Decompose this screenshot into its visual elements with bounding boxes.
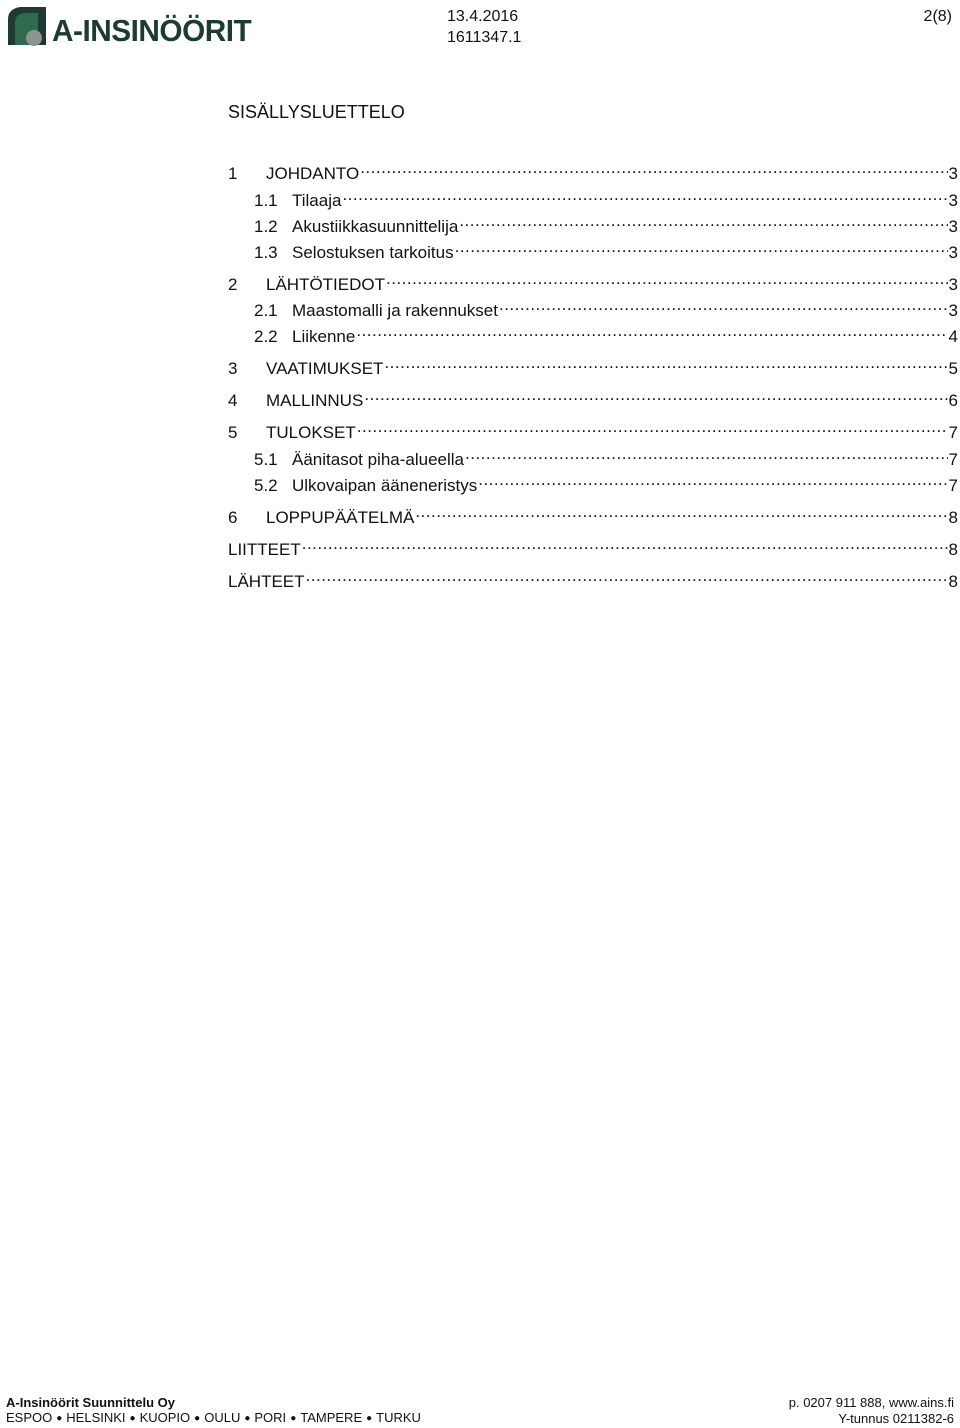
toc-entry[interactable] [228,533,958,559]
toc-entry-title: Äänitasot piha-alueella [292,450,465,469]
toc-entry-title: LOPPUPÄÄTELMÄ [266,508,415,527]
toc-entry-title: Maastomalli ja rakennukset [292,301,498,320]
toc-entry-page: 8 [948,508,958,527]
toc-entry-title: JOHDANTO [266,164,360,183]
toc-entry-page: 3 [948,191,958,210]
toc-dot-leader [342,184,947,206]
toc-entry[interactable] [228,294,958,320]
footer-city: TAMPERE [300,1410,363,1425]
toc-dot-leader [306,565,948,587]
toc-entry-number: 1 [228,164,238,183]
toc-dot-leader [415,501,947,523]
bullet-separator-icon: ● [366,1413,373,1424]
toc-dot-leader [302,533,948,555]
footer-city: OULU [204,1410,241,1425]
toc-entry-number: 3 [228,359,238,378]
footer-contact: p. 0207 911 888, www.ains.fi [788,1395,954,1410]
footer-company: A-Insinöörit Suunnittelu Oy [6,1395,175,1410]
footer-city: ESPOO [6,1410,53,1425]
footer-city: KUOPIO [139,1410,191,1425]
toc-entry-page: 5 [948,359,958,378]
toc-entry[interactable] [228,157,958,183]
toc-dot-leader [459,210,947,232]
toc-entry-number: 2.1 [254,301,278,320]
logo-wordmark: A-INSINÖÖRIT [52,12,252,48]
toc-dot-leader [455,236,948,258]
bullet-separator-icon: ● [129,1413,136,1424]
toc-entry-title: LÄHTÖTIEDOT [266,275,386,294]
toc-entry-number: 1.1 [254,191,278,210]
toc-entry[interactable] [228,501,958,527]
toc-entry-title: MALLINNUS [266,391,364,410]
toc-dot-leader [478,469,947,491]
toc-entry-title: LÄHTEET [228,572,305,591]
footer-cities [6,1410,421,1427]
toc-entry-number: 1.2 [254,217,278,236]
toc-entry-number: 4 [228,391,238,410]
toc-entry-number: 2.2 [254,327,278,346]
toc-entry[interactable] [228,268,958,294]
toc-entry-title: VAATIMUKSET [266,359,384,378]
toc-dot-leader [357,416,948,438]
toc-entry-page: 7 [948,450,958,469]
toc-entry[interactable] [228,416,958,442]
toc-entry-page: 3 [948,275,958,294]
toc-entry[interactable] [228,443,958,469]
toc-entry[interactable] [228,184,958,210]
toc-heading: SISÄLLYSLUETTELO [228,102,405,122]
toc-dot-leader [356,320,947,342]
toc-entry-title: LIITTEET [228,540,301,559]
toc-entry-page: 3 [948,301,958,320]
toc-dot-leader [465,443,948,465]
toc-entry[interactable] [228,384,958,410]
toc-dot-leader [384,352,947,374]
toc-entry-page: 8 [948,572,958,591]
toc-entry-number: 2 [228,275,238,294]
bullet-separator-icon: ● [194,1413,201,1424]
toc-entry-number: 1.3 [254,243,278,262]
toc-entry[interactable] [228,565,958,591]
toc-entry-title: Ulkovaipan ääneneristys [292,476,478,495]
bullet-separator-icon: ● [244,1413,251,1424]
toc-entry-page: 3 [948,217,958,236]
toc-entry-title: Selostuksen tarkoitus [292,243,454,262]
toc-entry-title: Akustiikkasuunnittelija [292,217,459,236]
toc-entry-page: 6 [948,391,958,410]
toc-entry[interactable] [228,352,958,378]
toc-entry[interactable] [228,236,958,262]
footer-city: HELSINKI [66,1410,126,1425]
footer-city: TURKU [376,1410,421,1425]
toc-entry-page: 4 [948,327,958,346]
page-indicator: 2(8) [923,8,952,25]
document-date: 13.4.2016 [447,8,519,25]
toc-entry[interactable] [228,469,958,495]
toc-entry-page: 8 [948,540,958,559]
bullet-separator-icon: ● [56,1413,63,1424]
toc-entry-title: TULOKSET [266,423,356,442]
toc-entry-number: 5.2 [254,476,278,495]
toc-entry-title: Liikenne [292,327,356,346]
project-number: 1611347.1 [447,29,522,46]
toc-entry-number: 5 [228,423,238,442]
toc-entry-page: 3 [948,164,958,183]
toc-dot-leader [386,268,948,290]
toc-dot-leader [360,157,947,179]
toc-entry-number: 6 [228,508,238,527]
footer-city: PORI [254,1410,287,1425]
toc-entry-page: 7 [948,423,958,442]
toc-entry-title: Tilaaja [292,191,342,210]
toc-dot-leader [364,384,947,406]
toc-entry[interactable] [228,320,958,346]
toc-entry-number: 5.1 [254,450,278,469]
toc-dot-leader [499,294,948,316]
footer-business-id: Y-tunnus 0211382-6 [838,1411,954,1426]
company-logo [6,4,260,50]
bullet-separator-icon: ● [290,1413,297,1424]
toc-entry[interactable] [228,210,958,236]
toc-entry-page: 7 [948,476,958,495]
logo-mark-icon [6,5,48,49]
toc-entry-page: 3 [948,243,958,262]
